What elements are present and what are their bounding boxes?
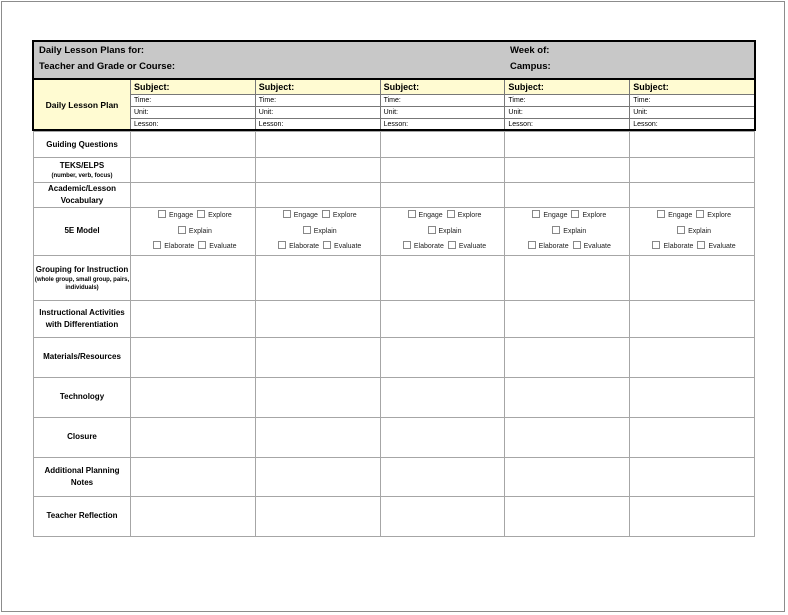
plan-cell[interactable] [255,457,380,496]
engage-option: Engage [543,212,568,219]
plan-cell[interactable] [505,417,630,457]
plan-cell[interactable] [505,457,630,496]
explain-checkbox[interactable] [303,226,311,234]
week-of-label: Week of: [510,45,550,56]
plan-cell[interactable] [505,337,630,377]
subject-label: Subject: [630,80,754,95]
time-label: Time: [256,95,380,107]
unit-label: Unit: [131,107,255,119]
subject-header-row [32,80,756,131]
explore-checkbox[interactable] [571,210,579,218]
elaborate-checkbox[interactable] [153,241,161,249]
plan-cell[interactable] [131,496,256,536]
engage-checkbox[interactable] [283,210,291,218]
5e-model-cell [630,208,755,256]
plan-cell[interactable] [505,496,630,536]
campus-label: Campus: [510,61,551,72]
plan-cell[interactable] [255,132,380,158]
time-label: Time: [131,95,255,107]
plan-cell[interactable] [380,417,505,457]
explain-checkbox[interactable] [428,226,436,234]
table-row [34,417,755,457]
explore-option: Explore [707,212,732,219]
elaborate-checkbox[interactable] [528,241,536,249]
plan-cell[interactable] [380,183,505,208]
explain-checkbox[interactable] [677,226,685,234]
table-row [34,255,755,300]
plan-cell[interactable] [505,132,630,158]
table-row [34,377,755,417]
plan-cell[interactable] [505,255,630,300]
plan-cell[interactable] [255,158,380,183]
plan-cell[interactable] [380,457,505,496]
plan-cell[interactable] [131,158,256,183]
plan-cell[interactable] [630,457,755,496]
elaborate-option: Elaborate [538,243,569,250]
explain-option: Explain [188,227,212,235]
5e-model-label: 5E Model [34,208,131,256]
lesson-label: Lesson: [633,121,658,128]
elaborate-checkbox[interactable] [403,241,411,249]
plan-cell[interactable] [255,300,380,337]
evaluate-option: Evaluate [708,243,736,250]
time-label: Time: [381,95,505,107]
elaborate-option: Elaborate [164,243,195,250]
evaluate-checkbox[interactable] [573,241,581,249]
grouping-title: Grouping for Instruction [35,264,129,274]
table-row [34,457,755,496]
activities-label: Instructional Activities with Differentiation [34,300,131,337]
engage-option: Engage [168,212,194,219]
plan-cell[interactable] [380,337,505,377]
plan-cell[interactable] [505,377,630,417]
guiding-questions-label: Guiding Questions [34,132,131,158]
explore-checkbox[interactable] [322,210,330,218]
plan-cell[interactable] [380,158,505,183]
plan-cell[interactable] [131,300,256,337]
explore-option: Explore [332,212,357,219]
plan-cell[interactable] [380,377,505,417]
elaborate-option: Elaborate [413,243,444,250]
table-row [34,132,755,158]
unit-label: Unit: [505,107,629,119]
plan-cell[interactable] [630,132,755,158]
plan-cell[interactable] [131,377,256,417]
plan-cell[interactable] [630,417,755,457]
explain-checkbox[interactable] [552,226,560,234]
explore-checkbox[interactable] [447,210,455,218]
evaluate-option: Evaluate [583,243,611,250]
plan-cell[interactable] [131,132,256,158]
plan-cell[interactable] [630,158,755,183]
teks-elps-label [34,158,131,183]
explore-checkbox[interactable] [197,210,205,218]
evaluate-checkbox[interactable] [323,241,331,249]
engage-option: Engage [293,212,318,219]
plan-cell[interactable] [505,158,630,183]
plan-cell[interactable] [630,255,755,300]
elaborate-option: Elaborate [289,243,320,250]
planning-notes-label: Additional Planning Notes [34,457,131,496]
plan-cell[interactable] [505,183,630,208]
teks-elps-title: TEKS/ELPS [59,161,105,170]
teks-elps-note: (number, verb, focus) [51,173,113,179]
subject-column-4 [505,80,630,129]
elaborate-checkbox[interactable] [278,241,286,249]
engage-checkbox[interactable] [408,210,416,218]
plan-cell[interactable] [380,132,505,158]
unit-label: Unit: [630,107,754,119]
subject-column-5 [630,80,754,129]
engage-checkbox[interactable] [657,210,665,218]
subject-label: Subject: [505,80,629,95]
5e-model-cell [505,208,630,256]
plan-cell[interactable] [255,255,380,300]
5e-model-cell [131,208,256,256]
explore-option: Explore [457,212,482,219]
closure-label: Closure [34,417,131,457]
daily-plans-for-label: Daily Lesson Plans for: [39,45,145,56]
plan-cell[interactable] [131,417,256,457]
evaluate-checkbox[interactable] [697,241,705,249]
materials-label: Materials/Resources [34,337,131,377]
technology-label: Technology [34,377,131,417]
evaluate-option: Evaluate [209,243,237,250]
explore-option: Explore [582,212,607,219]
teacher-grade-label: Teacher and Grade or Course: [39,61,176,72]
engage-option: Engage [668,212,693,219]
vocabulary-label: Academic/Lesson Vocabulary [34,183,131,208]
plan-cell[interactable] [380,300,505,337]
subject-column-2 [256,80,381,129]
plan-cell[interactable] [255,337,380,377]
grouping-label [34,255,131,300]
plan-cell[interactable] [380,255,505,300]
unit-label: Unit: [256,107,380,119]
explain-option: Explain [313,227,337,235]
plan-cell[interactable] [630,337,755,377]
lesson-label: Lesson: [134,121,159,128]
unit-label: Unit: [381,107,505,119]
table-row [34,496,755,536]
subject-label: Subject: [256,80,380,95]
table-row [34,158,755,183]
plan-cell[interactable] [630,496,755,536]
plan-cell[interactable] [630,300,755,337]
plan-cell[interactable] [255,417,380,457]
explain-option: Explain [563,227,587,235]
elaborate-checkbox[interactable] [652,241,660,249]
explain-option: Explain [438,227,462,235]
table-row [34,337,755,377]
time-label: Time: [505,95,629,107]
plan-cell[interactable] [131,183,256,208]
engage-checkbox[interactable] [532,210,540,218]
subject-label: Subject: [381,80,505,95]
subject-column-3 [381,80,506,129]
lesson-label: Lesson: [508,121,533,128]
lesson-plan-grid [33,131,755,537]
subject-column-1 [131,80,256,129]
explore-checkbox[interactable] [696,210,704,218]
plan-header [32,40,756,80]
plan-cell[interactable] [131,255,256,300]
plan-cell[interactable] [131,337,256,377]
grouping-note: (whole group, small group, pairs, individuals) [34,276,130,291]
evaluate-option: Evaluate [458,243,487,250]
plan-cell[interactable] [255,496,380,536]
plan-cell[interactable] [630,183,755,208]
plan-cell[interactable] [630,377,755,417]
plan-cell[interactable] [131,457,256,496]
time-label: Time: [630,95,754,107]
plan-cell[interactable] [505,300,630,337]
plan-cell[interactable] [255,377,380,417]
explore-option: Explore [208,212,232,219]
elaborate-option: Elaborate [663,243,694,250]
explain-checkbox[interactable] [178,226,186,234]
lesson-label: Lesson: [383,121,409,128]
5e-model-cell [255,208,380,256]
daily-lesson-plan-label: Daily Lesson Plan [34,80,131,129]
lesson-label: Lesson: [258,121,284,128]
engage-checkbox[interactable] [158,210,166,218]
plan-cell[interactable] [255,183,380,208]
table-row [34,208,755,256]
table-row [34,183,755,208]
evaluate-checkbox[interactable] [448,241,456,249]
evaluate-option: Evaluate [334,243,362,250]
evaluate-checkbox[interactable] [198,241,206,249]
table-row [34,300,755,337]
subject-label: Subject: [131,80,255,95]
plan-cell[interactable] [380,496,505,536]
explain-option: Explain [688,227,712,235]
engage-option: Engage [418,212,443,219]
5e-model-cell [380,208,505,256]
teacher-reflection-label: Teacher Reflection [34,496,131,536]
